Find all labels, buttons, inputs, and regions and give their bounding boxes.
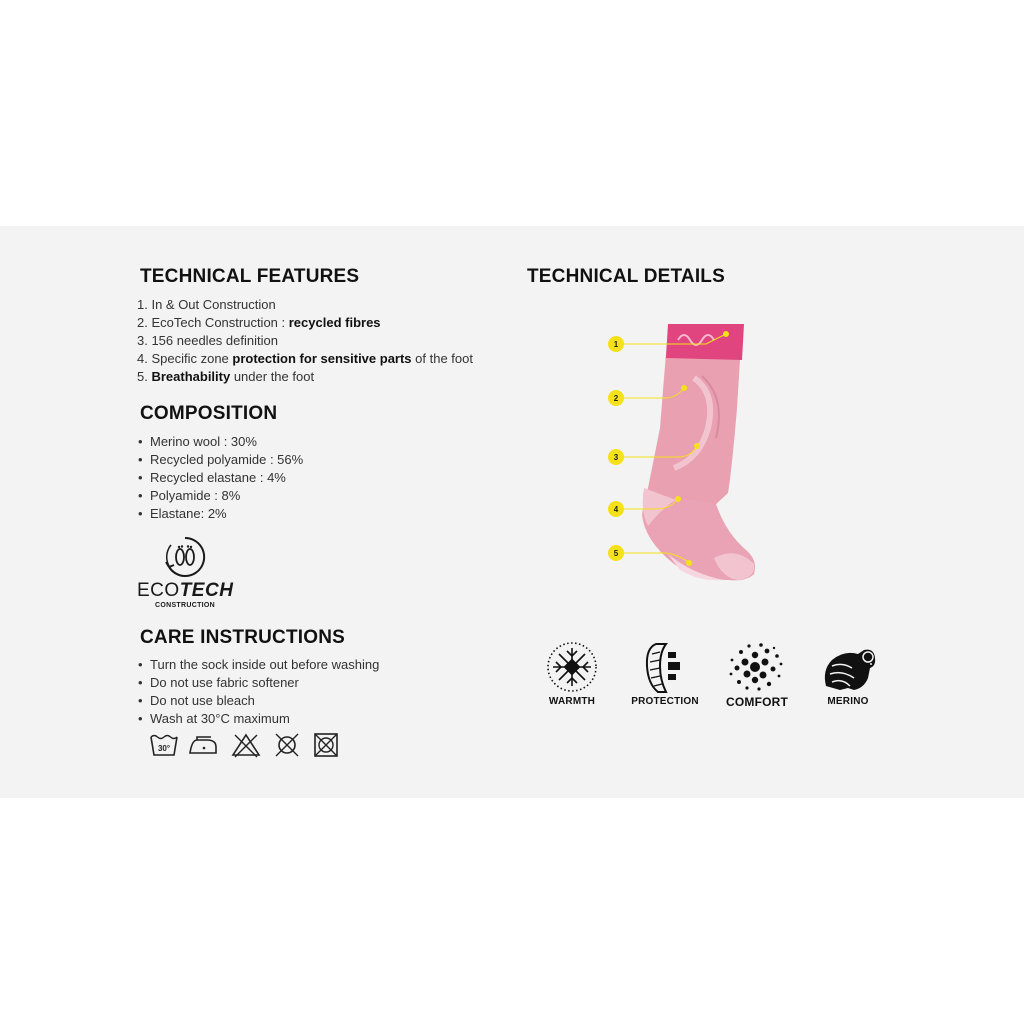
sock-diagram	[596, 318, 766, 588]
technical-details-title: TECHNICAL DETAILS	[527, 266, 725, 287]
care-item: • Do not use fabric softener	[138, 674, 379, 692]
wash-30-icon	[149, 732, 179, 758]
feature-label: WARMTH	[548, 696, 596, 707]
iron-icon	[187, 732, 219, 758]
no-tumble-dry-icon	[272, 732, 302, 758]
care-instructions-title: CARE INSTRUCTIONS	[140, 627, 346, 648]
feature-item: 1. In & Out Construction	[137, 297, 276, 312]
technical-features-title: TECHNICAL FEATURES	[140, 266, 360, 287]
care-instructions-list	[138, 656, 379, 728]
composition-item: • Recycled elastane : 4%	[138, 469, 303, 487]
ram-icon	[818, 640, 878, 694]
sock-cuff	[666, 324, 744, 360]
svg-text:30°: 30°	[157, 744, 171, 753]
svg-text:1: 1	[613, 340, 619, 349]
composition-item: • Recycled polyamide : 56%	[138, 451, 303, 469]
callout-marker	[608, 545, 624, 561]
care-item: • Turn the sock inside out before washing	[138, 656, 379, 674]
feature-merino	[812, 640, 884, 715]
composition-list	[138, 433, 303, 523]
callout-marker	[608, 390, 624, 406]
care-item: • Do not use bleach	[138, 692, 379, 710]
feature-comfort	[721, 640, 793, 715]
composition-item: • Polyamide : 8%	[138, 487, 303, 505]
feature-warmth	[536, 640, 608, 715]
feature-label: MERINO	[827, 696, 869, 707]
svg-text:4: 4	[613, 505, 619, 514]
shin-guard-icon	[638, 640, 692, 694]
care-item: • Wash at 30°C maximum	[138, 710, 379, 728]
feature-label: PROTECTION	[631, 696, 699, 707]
ecotech-feet-icon	[163, 535, 207, 579]
snowflake-icon	[545, 640, 599, 694]
technical-features-list	[137, 296, 473, 386]
composition-item: • Elastane: 2%	[138, 505, 303, 523]
svg-text:5: 5	[613, 549, 619, 558]
feature-item: 5. Breathability under the foot	[137, 369, 315, 384]
svg-text:2: 2	[613, 394, 619, 403]
feature-label: COMFORT	[725, 695, 789, 709]
svg-text:3: 3	[613, 453, 619, 462]
feature-protection	[629, 640, 701, 715]
dots-sphere-icon	[727, 640, 787, 694]
no-dry-clean-icon	[311, 732, 341, 758]
no-bleach-icon	[231, 732, 261, 758]
callout-marker	[608, 501, 624, 517]
callout-marker	[608, 449, 624, 465]
ecotech-subtitle: CONSTRUCTION	[155, 602, 215, 609]
ecotech-wordmark: ECOTECH	[137, 580, 234, 601]
composition-title: COMPOSITION	[140, 403, 278, 424]
ecotech-logo	[137, 535, 237, 615]
feature-item: 4. Specific zone protection for sensitive parts of the foot	[137, 351, 473, 366]
callout-marker	[608, 336, 624, 352]
feature-item: 3. 156 needles definition	[137, 333, 278, 348]
composition-item: • Merino wool : 30%	[138, 433, 303, 451]
feature-item: 2. EcoTech Construction : recycled fibres	[137, 315, 381, 330]
